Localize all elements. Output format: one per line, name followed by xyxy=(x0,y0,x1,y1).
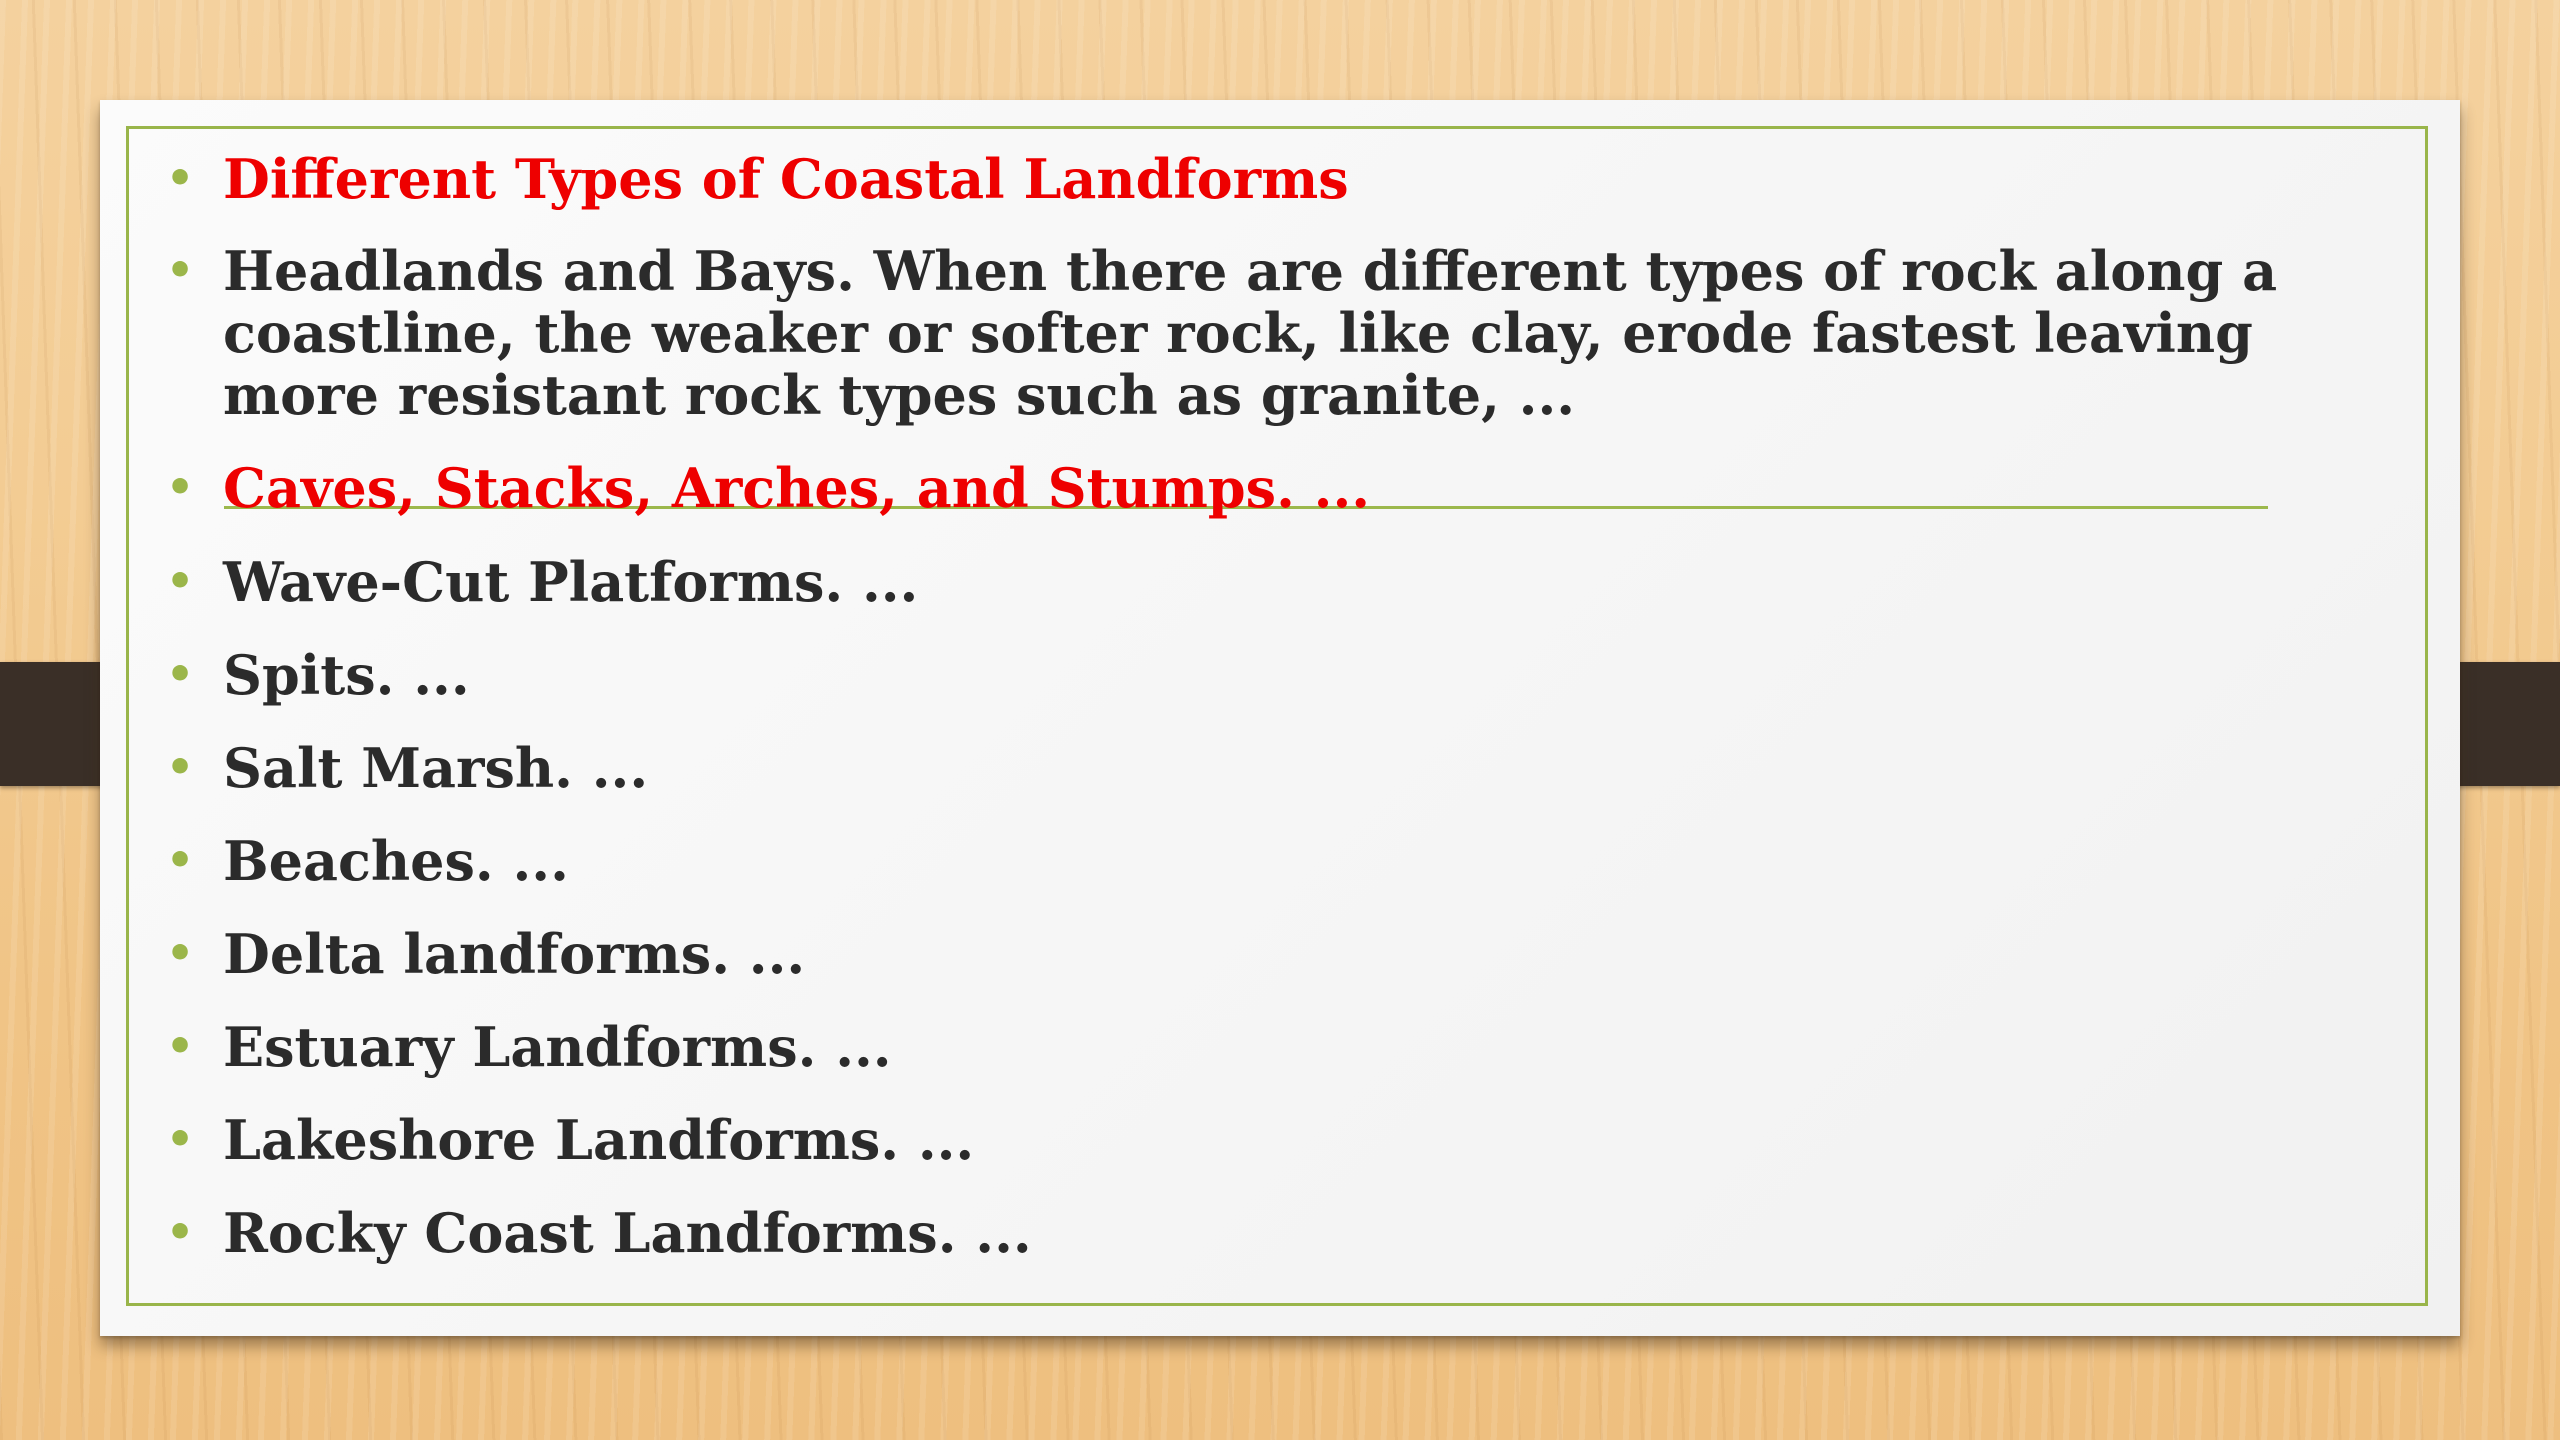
list-item-heading xyxy=(160,148,2360,210)
list-item xyxy=(160,457,2360,519)
list-item xyxy=(160,240,2360,426)
list-item xyxy=(160,551,2360,613)
bullet-icon: • xyxy=(166,1021,195,1072)
bullet-icon: • xyxy=(166,1207,195,1258)
list-item-text: Beaches. ... xyxy=(223,829,569,893)
bullet-icon: • xyxy=(166,556,195,607)
list-item-text: Delta landforms. ... xyxy=(223,922,806,986)
list-item-text: Lakeshore Landforms. ... xyxy=(223,1108,975,1172)
bullet-icon: • xyxy=(166,742,195,793)
list-item-text: Wave-Cut Platforms. ... xyxy=(223,550,919,614)
bullet-icon: • xyxy=(166,462,195,513)
list-item-text: Different Types of Coastal Landforms xyxy=(223,147,1349,211)
list-item xyxy=(160,1109,2360,1171)
bullet-icon: • xyxy=(166,153,195,204)
list-item-text: Rocky Coast Landforms. ... xyxy=(223,1201,1032,1265)
list-item xyxy=(160,1202,2360,1264)
list-item xyxy=(160,644,2360,706)
list-item-text: Headlands and Bays. When there are different types of rock along a coastline, the weaker or softer rock, like clay, erode fastest leaving more resistant rock types such as granite, ... xyxy=(223,239,2278,427)
bullet-icon: • xyxy=(166,1114,195,1165)
list-item-text: Salt Marsh. ... xyxy=(223,736,649,800)
bullet-icon: • xyxy=(166,649,195,700)
list-item-text: Estuary Landforms. ... xyxy=(223,1015,892,1079)
list-item xyxy=(160,737,2360,799)
bullet-list xyxy=(160,140,2360,1264)
list-item xyxy=(160,830,2360,892)
bullet-icon: • xyxy=(166,928,195,979)
bullet-icon: • xyxy=(166,245,195,296)
list-item xyxy=(160,923,2360,985)
list-item-text: Caves, Stacks, Arches, and Stumps. ... xyxy=(223,456,1371,520)
bullet-icon: • xyxy=(166,835,195,886)
list-item-text: Spits. ... xyxy=(223,643,470,707)
list-item xyxy=(160,1016,2360,1078)
